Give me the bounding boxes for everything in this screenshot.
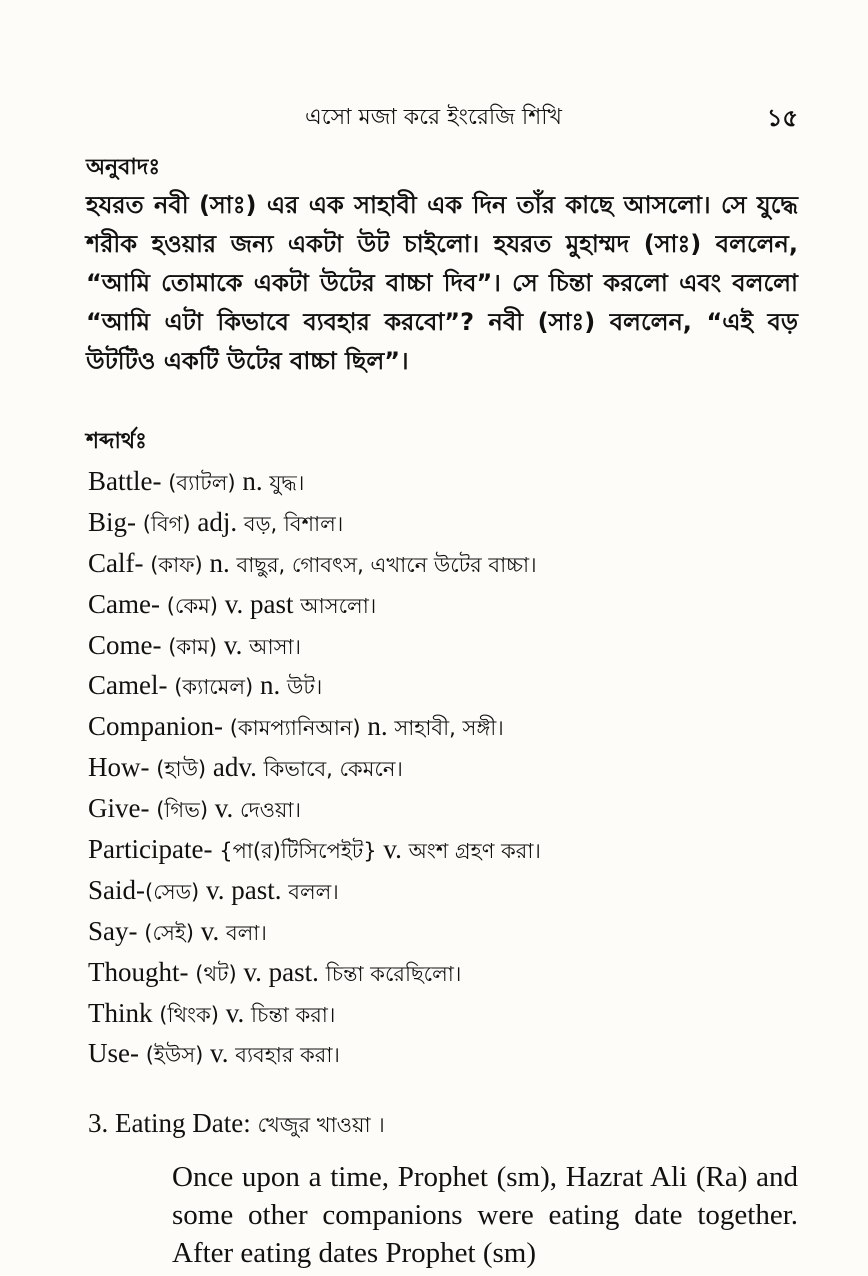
vocabulary-label: শব্দার্থঃ (86, 429, 147, 454)
vocab-word: Came- (88, 588, 167, 619)
vocab-word: Calf- (88, 547, 151, 578)
vocab-meaning: যুদ্ধ। (269, 471, 305, 495)
vocab-meaning: বড়, বিশাল। (243, 511, 344, 536)
vocab-part-of-speech: v. (376, 834, 409, 865)
vocab-pronunciation: (ক্যামেল) (174, 675, 254, 700)
vocab-meaning: চিন্তা করেছিলো। (325, 961, 462, 986)
vocab-part-of-speech: v. (217, 629, 250, 660)
vocab-meaning: উট। (287, 675, 323, 700)
vocab-word: Camel- (88, 670, 175, 701)
vocab-part-of-speech: v. (203, 1038, 236, 1069)
vocab-part-of-speech: n. (253, 670, 287, 701)
page-header (80, 100, 798, 136)
vocab-entry (88, 502, 808, 543)
vocab-word: How- (88, 752, 157, 783)
running-title: এসো মজা করে ইংরেজি শিখি (305, 105, 562, 130)
vocab-meaning: চিন্তা করা। (250, 1002, 336, 1027)
vocab-meaning: ব্যবহার করা। (235, 1043, 340, 1068)
vocabulary-list (88, 461, 808, 1074)
vocab-part-of-speech: v. past (218, 588, 301, 619)
vocab-meaning: আসা। (249, 634, 302, 659)
vocab-word: Think (88, 997, 160, 1028)
vocab-entry (88, 584, 808, 625)
vocab-entry (88, 665, 808, 706)
vocab-word: Thought- (88, 956, 196, 987)
vocab-pronunciation: (গিভ) (156, 798, 209, 823)
vocab-word: Give- (88, 793, 157, 824)
story-paragraph: Once upon a time, Prophet (sm), Hazrat Ali (Ra) and some other companions were eating date together. After eating dates Prophet (sm) (172, 1161, 798, 1269)
vocab-meaning: আসলো। (300, 593, 377, 618)
vocab-pronunciation: (কাফ) (150, 552, 203, 577)
vocab-entry (88, 706, 808, 747)
vocab-meaning: কিভাবে, কেমনে। (263, 757, 403, 782)
vocab-word: Battle- (88, 466, 169, 496)
vocab-entry (88, 993, 808, 1034)
vocab-pronunciation: (সেই) (144, 920, 194, 945)
vocab-meaning: অংশ গ্রহণ করা। (408, 839, 541, 864)
story-heading (88, 1108, 385, 1144)
vocab-meaning: বলা। (225, 920, 267, 945)
vocab-part-of-speech: n. (360, 711, 395, 742)
translation-paragraph: হযরত নবী (সাঃ) এর এক সাহাবী এক দিন তাঁর কাছে আসলো। সে যুদ্ধে শরীক হওয়ার জন্য একটা উট চাইলো। হযরত মুহাম্মদ (সাঃ) বললেন, “আমি তোমাকে একটা উটের বাচ্চা দিব”। সে চিন্তা করলো এবং বললো “আমি এটা কিভাবে ব্যবহার করবো”? নবী (সাঃ) বললেন, “এই বড় উটটিও একটি উটের বাচ্চা ছিল”। (86, 191, 798, 375)
vocab-meaning: সাহাবী, সঙ্গী। (394, 716, 504, 741)
vocab-word: Big- (88, 506, 143, 537)
vocab-part-of-speech: adv. (206, 752, 264, 783)
vocab-entry (88, 461, 808, 502)
vocab-pronunciation: (সেড) (145, 879, 200, 904)
vocab-word: Use- (88, 1038, 146, 1069)
vocab-entry (88, 1033, 808, 1074)
vocab-entry (88, 911, 808, 952)
vocab-part-of-speech: v. (193, 915, 226, 946)
vocab-entry (88, 829, 808, 870)
vocab-word: Participate- (88, 834, 220, 865)
vocab-part-of-speech: adj. (190, 506, 244, 537)
vocab-pronunciation: (কাম) (168, 634, 218, 659)
vocab-entry (88, 747, 808, 788)
vocab-pronunciation: (ব্যাটল) (168, 471, 236, 495)
vocab-word: Companion- (88, 711, 230, 742)
vocab-part-of-speech: v. past. (236, 956, 326, 987)
vocab-meaning: দেওয়া। (240, 798, 302, 823)
vocab-entry (88, 870, 808, 911)
translation-label: অনুবাদঃ (86, 155, 161, 180)
vocab-entry (88, 543, 808, 584)
vocab-part-of-speech: n. (202, 547, 237, 578)
vocab-word: Said- (88, 874, 145, 905)
vocab-pronunciation: (বিগ) (142, 511, 191, 536)
vocab-word: Say- (88, 915, 145, 946)
vocab-pronunciation: (ইউস) (145, 1043, 204, 1068)
vocab-pronunciation: (হাউ) (156, 757, 207, 782)
vocab-part-of-speech: v. (208, 793, 241, 824)
vocab-meaning: বলল। (288, 879, 339, 904)
vocab-word: Come- (88, 629, 169, 660)
story-heading-bn: খেজুর খাওয়া । (257, 1113, 385, 1137)
vocab-part-of-speech: v. past. (199, 874, 289, 905)
vocab-pronunciation: (কামপ্যানিআন) (229, 716, 361, 741)
vocab-pronunciation: {পা(র)টিসিপেইট} (219, 839, 377, 864)
vocab-pronunciation: (কেম) (166, 593, 218, 618)
vocab-part-of-speech: n. (235, 466, 270, 496)
page-number: ১৫ (766, 104, 798, 132)
vocab-entry (88, 625, 808, 666)
vocab-part-of-speech: v. (218, 997, 251, 1028)
vocab-entry (88, 952, 808, 993)
vocab-entry (88, 788, 808, 829)
vocab-pronunciation: (থট) (195, 961, 237, 986)
vocab-meaning: বাছুর, গোবৎস, এখানে উটের বাচ্চা। (236, 552, 537, 577)
vocab-pronunciation: (থিংক) (159, 1002, 219, 1027)
story-heading-en: 3. Eating Date: (88, 1108, 258, 1138)
